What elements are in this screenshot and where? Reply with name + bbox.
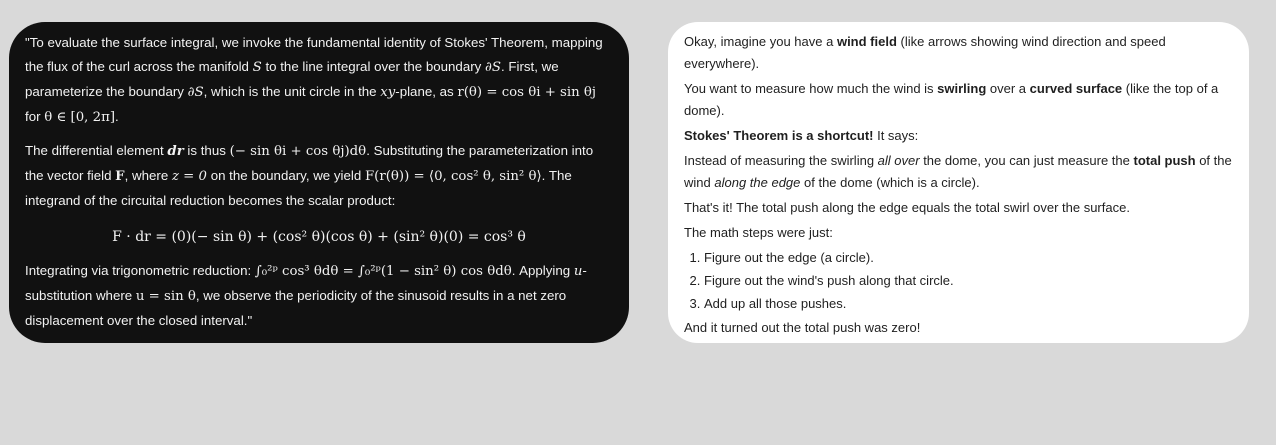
simple-paragraph-6: The math steps were just: [684, 225, 833, 240]
math-dr: dr [167, 144, 184, 159]
math-integral: ∫₀²ᵖ cos³ θdθ = ∫₀²ᵖ(1 − sin² θ) cos θdθ [254, 264, 512, 279]
simple-paragraph-7: And it turned out the total push was zero! [684, 320, 921, 335]
step-item: 3. Add up all those pushes. [704, 293, 1233, 315]
math-xy: xy [380, 85, 396, 100]
math-r-theta: r(θ) = cos θi + sin θj [457, 85, 597, 100]
math-u: u [573, 264, 583, 279]
formal-paragraph-1: "To evaluate the surface integral, we invoke the fundamental identity of Stokes' Theorem, mapping the flux of the curl across the manifold S to the line integral over the boundary ∂S. First, we parameterize the boundary ∂S, which is the unit circle in the xy-plane, as r(θ) = cos θi + sin θj for θ ∈ [0, 2π]. [25, 35, 603, 125]
simple-paragraph-4: Instead of measuring the swirling all over the dome, you can just measure the total push of the wind along the edge of the dome (which is a circle). [684, 153, 1232, 190]
simple-explanation-card [668, 22, 1249, 343]
math-boundary: ∂S [485, 60, 501, 75]
math-S: S [252, 60, 262, 75]
math-z: z = 0 [171, 169, 207, 184]
formal-paragraph-2: The differential element dr is thus (− sin θi + cos θj)dθ. Substituting the parameterization into the vector field F, where z = 0 on the boundary, we yield F(r(θ)) = ⟨0, cos² θ, sin² θ⟩. The integrand of the circuital reduction becomes the scalar product: [25, 143, 594, 208]
simple-paragraph-1: Okay, imagine you have a wind field (like arrows showing wind direction and speed everywhere). [684, 34, 1166, 71]
display-equation: F · dr = (0)(− sin θ) + (cos² θ)(cos θ) + (sin² θ)(0) = cos³ θ [112, 229, 526, 245]
math-F: F [115, 169, 125, 184]
math-dr-value: (− sin θi + cos θj)dθ [229, 144, 367, 159]
math-boundary-2: ∂S [187, 85, 204, 100]
simple-paragraph-2: You want to measure how much the wind is swirling over a curved surface (like the top of a dome). [684, 81, 1219, 118]
step-item: 1. Figure out the edge (a circle). [704, 247, 1233, 269]
math-F-of-r: F(r(θ)) = ⟨0, cos² θ, sin² θ⟩ [364, 169, 542, 184]
step-item: 2. Figure out the wind's push along that circle. [704, 270, 1233, 292]
math-u-definition: u = sin θ [135, 289, 196, 304]
steps-list [684, 247, 1233, 315]
math-theta-range: θ ∈ [0, 2π] [44, 110, 116, 125]
simple-paragraph-3: Stokes' Theorem is a shortcut! It says: [684, 128, 919, 143]
formal-explanation-card [9, 22, 629, 343]
formal-paragraph-3: Integrating via trigonometric reduction: ∫₀²ᵖ cos³ θdθ = ∫₀²ᵖ(1 − sin² θ) cos θdθ. Applying u-substitution where u = sin θ, we observe the periodicity of the sinusoid results in a net zero displacement over the closed interval." [25, 263, 587, 328]
simple-paragraph-5: That's it! The total push along the edge equals the total swirl over the surface. [684, 200, 1130, 215]
